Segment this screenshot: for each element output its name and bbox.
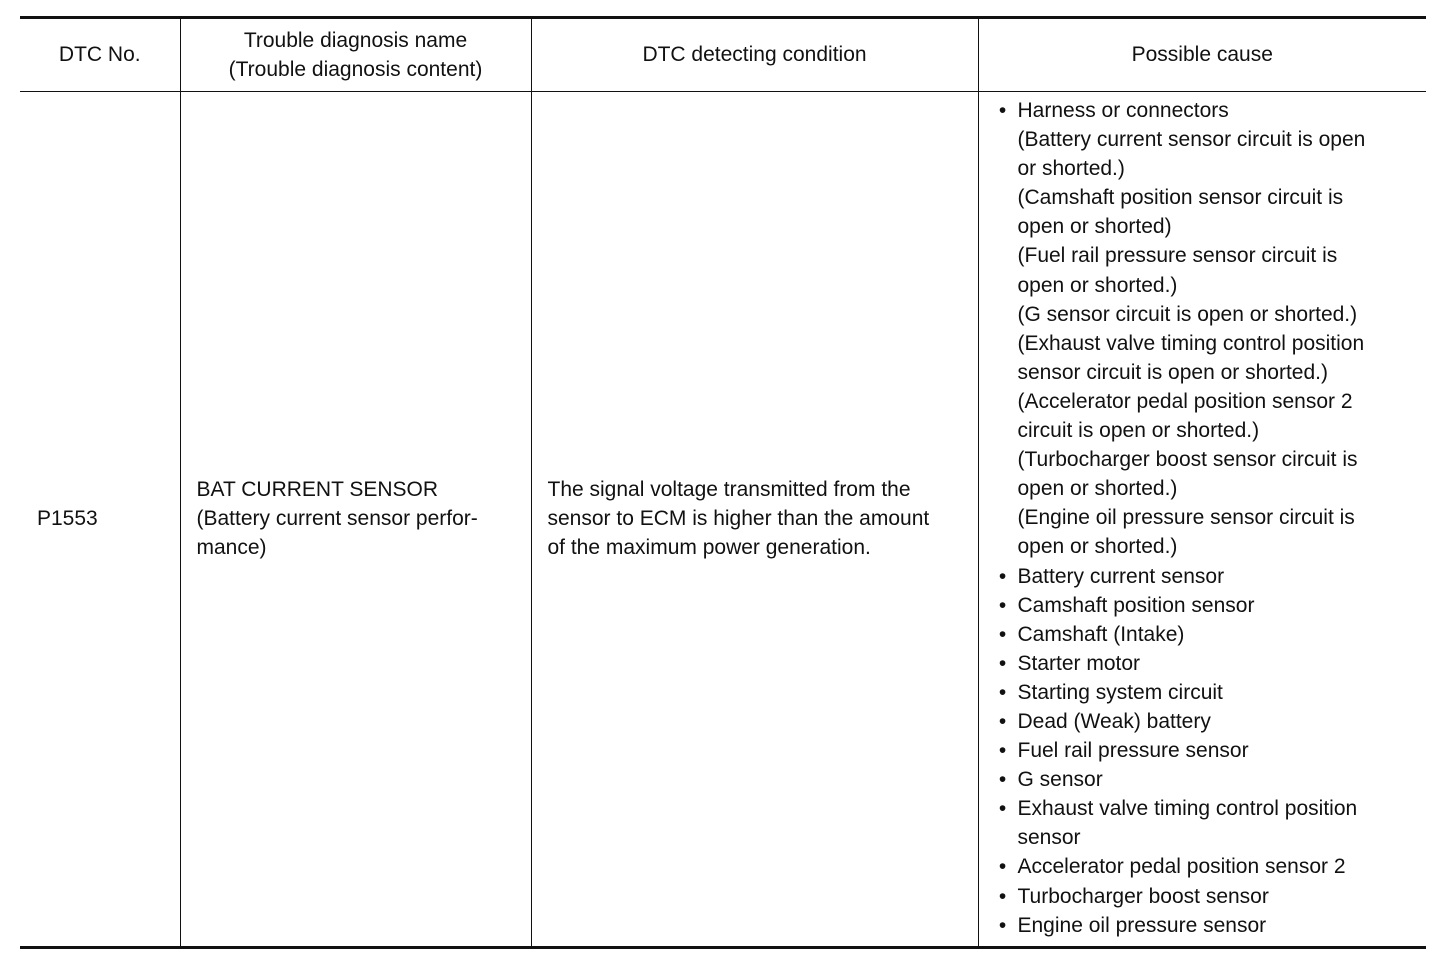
possible-cause-list <box>996 96 1427 940</box>
cause-line: Exhaust valve timing control position <box>1017 797 1358 821</box>
condition-line: sensor to ECM is higher than the amount <box>547 507 930 531</box>
cause-line: Camshaft position sensor <box>1017 593 1255 617</box>
cell-possible-cause <box>978 92 1426 948</box>
cause-line: (G sensor circuit is open or shorted.) <box>1017 302 1358 326</box>
cause-line: G sensor <box>1017 768 1103 792</box>
header-trouble-diagnosis-name <box>180 18 531 92</box>
cause-line: Battery current sensor <box>1017 564 1225 588</box>
header-name-line-2: (Trouble diagnosis content) <box>228 58 483 81</box>
cause-line: (Battery current sensor circuit is open <box>1017 128 1366 152</box>
cause-list-item <box>996 562 1427 591</box>
bullet-icon: • <box>998 797 1007 821</box>
cause-line: Starting system circuit <box>1017 680 1223 704</box>
cause-line: Engine oil pressure sensor <box>1017 913 1267 937</box>
bullet-icon: • <box>998 99 1007 122</box>
cause-line: Fuel rail pressure sensor <box>1017 739 1249 763</box>
cause-line: (Turbocharger boost sensor circuit is <box>1017 448 1358 472</box>
bullet-icon: • <box>998 739 1007 763</box>
name-line: mance) <box>196 536 267 560</box>
name-line: BAT CURRENT SENSOR <box>196 478 439 502</box>
cause-line: open or shorted.) <box>1017 477 1178 501</box>
cell-dtc-no: P1553 <box>20 92 180 948</box>
cause-list-item <box>996 911 1427 940</box>
name-line: (Battery current sensor perfor- <box>196 507 478 531</box>
bullet-icon: • <box>998 622 1007 646</box>
cause-line: Turbocharger boost sensor <box>1017 884 1269 908</box>
header-name-line-1: Trouble diagnosis name <box>243 28 468 52</box>
cause-line: (Accelerator pedal position sensor 2 <box>1017 389 1353 413</box>
cause-list-item <box>996 591 1427 620</box>
cause-list-item <box>996 678 1427 707</box>
header-possible-cause: Possible cause <box>978 18 1426 92</box>
bullet-icon: • <box>998 855 1007 879</box>
bullet-icon: • <box>998 593 1007 617</box>
cause-line: Camshaft (Intake) <box>1017 622 1185 646</box>
cause-line: circuit is open or shorted.) <box>1017 419 1260 443</box>
cause-line: sensor <box>1017 826 1081 850</box>
bullet-icon: • <box>998 913 1007 937</box>
cause-line: or shorted.) <box>1017 157 1125 181</box>
header-row <box>20 18 1426 92</box>
cause-list-item <box>996 620 1427 649</box>
cause-line: sensor circuit is open or shorted.) <box>1017 360 1328 384</box>
cell-detecting-condition <box>531 92 978 948</box>
cause-list-item <box>996 649 1427 678</box>
cause-line: open or shorted.) <box>1017 273 1178 297</box>
cause-line: Dead (Weak) battery <box>1017 709 1211 733</box>
cause-line: Harness or connectors <box>1017 99 1229 122</box>
bullet-icon: • <box>998 564 1007 588</box>
cause-list-item <box>996 852 1427 881</box>
condition-line: of the maximum power generation. <box>547 536 871 560</box>
cause-list-item <box>996 736 1427 765</box>
cell-trouble-diagnosis-name <box>180 92 531 948</box>
cause-line: open or shorted.) <box>1017 535 1178 559</box>
table-body <box>20 92 1426 948</box>
cause-list-item <box>996 765 1427 794</box>
cause-line: (Camshaft position sensor circuit is <box>1017 186 1344 210</box>
bullet-icon: • <box>998 651 1007 675</box>
header-detecting-condition: DTC detecting condition <box>531 18 978 92</box>
cause-list-item <box>996 794 1427 852</box>
dtc-table <box>20 16 1426 949</box>
cause-line: Starter motor <box>1017 651 1141 675</box>
cause-list-item <box>996 96 1427 562</box>
table-row <box>20 92 1426 948</box>
header-dtc-no: DTC No. <box>20 18 180 92</box>
cause-list-item <box>996 707 1427 736</box>
cause-line: Accelerator pedal position sensor 2 <box>1017 855 1346 879</box>
bullet-icon: • <box>998 884 1007 908</box>
table-header <box>20 18 1426 92</box>
cause-list-item <box>996 882 1427 911</box>
cause-line: (Exhaust valve timing control position <box>1017 331 1365 355</box>
condition-line: The signal voltage transmitted from the <box>547 478 911 502</box>
cause-line: (Engine oil pressure sensor circuit is <box>1017 506 1355 530</box>
cause-line: open or shorted) <box>1017 215 1172 239</box>
bullet-icon: • <box>998 680 1007 704</box>
bullet-icon: • <box>998 709 1007 733</box>
bullet-icon: • <box>998 768 1007 792</box>
cause-line: (Fuel rail pressure sensor circuit is <box>1017 244 1338 268</box>
